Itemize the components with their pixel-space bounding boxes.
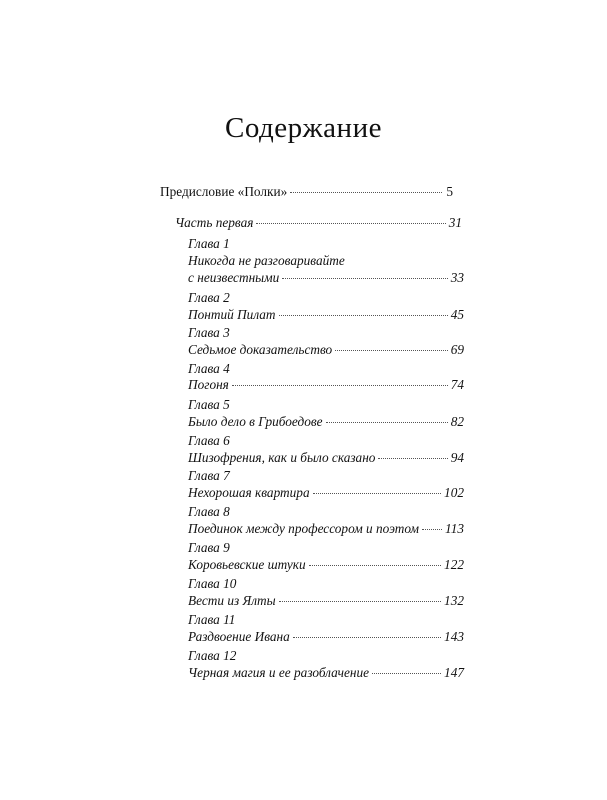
toc-page-number: 69 [450, 342, 464, 357]
toc-entry-label: с неизвестными [188, 270, 280, 285]
toc-entry-label: Седьмое доказательство [188, 342, 333, 357]
toc-entry-chapter-12[interactable] [188, 664, 464, 682]
dot-leader [279, 600, 441, 602]
page-title: Содержание [225, 112, 382, 144]
dot-leader [293, 636, 441, 638]
toc-chapter-heading: Глава 7 [188, 468, 230, 483]
toc-entry-chapter-6[interactable] [188, 449, 464, 467]
toc-chapter-heading: Глава 6 [188, 433, 230, 448]
toc-entry-chapter-9[interactable] [188, 556, 464, 574]
toc-page-number: 147 [444, 665, 464, 680]
toc-entry-chapter-2[interactable] [188, 306, 464, 324]
toc-chapter-heading: Глава 1 [188, 236, 230, 251]
toc-page-number: 122 [444, 557, 464, 572]
dot-leader [279, 314, 448, 316]
toc-page-number: 113 [445, 521, 464, 536]
toc-entry-chapter-10[interactable] [188, 592, 464, 610]
toc-entry-label: Шизофрения, как и было сказано [188, 450, 376, 465]
toc-entry-label: Поединок между профессором и поэтом [188, 521, 420, 536]
dot-leader [372, 672, 441, 674]
toc-chapter-heading: Глава 10 [188, 576, 237, 591]
toc-chapter-heading: Глава 11 [188, 612, 236, 627]
toc-entry-label: Вести из Ялты [188, 593, 276, 608]
toc-entry-chapter-7[interactable] [188, 484, 464, 502]
toc-entry-label: Раздвоение Ивана [188, 629, 290, 644]
toc-page-number: 132 [444, 593, 464, 608]
toc-entry-chapter-5[interactable] [188, 413, 464, 431]
toc-entry-label: Часть первая [175, 215, 254, 230]
toc-page-number: 45 [450, 307, 464, 322]
toc-page-number: 74 [450, 377, 464, 392]
toc-entry-label: Коровьевские штуки [188, 557, 306, 572]
toc-page-number: 31 [448, 215, 462, 230]
dot-leader [313, 492, 441, 494]
toc-page-number: 143 [444, 629, 464, 644]
dot-leader [290, 191, 442, 193]
dot-leader [232, 384, 448, 386]
dot-leader [422, 528, 442, 530]
toc-entry-chapter-8[interactable] [188, 520, 464, 538]
toc-chapter-heading: Глава 4 [188, 361, 230, 376]
toc-entry-label: Черная магия и ее разоблачение [188, 665, 370, 680]
dot-leader [256, 222, 445, 224]
toc-page-number: 82 [450, 414, 464, 429]
toc-entry-preface[interactable] [160, 183, 453, 201]
toc-entry-label: Нехорошая квартира [188, 485, 310, 500]
toc-entry-chapter-11[interactable] [188, 628, 464, 646]
dot-leader [326, 421, 448, 423]
toc-entry-chapter-3[interactable] [188, 341, 464, 359]
toc-page-number: 94 [450, 450, 464, 465]
toc-chapter-heading: Глава 2 [188, 290, 230, 305]
toc-page-number: 33 [450, 270, 464, 285]
toc-chapter-heading: Глава 5 [188, 397, 230, 412]
toc-page-number: 5 [446, 184, 453, 199]
toc-entry-part-one[interactable] [175, 214, 462, 232]
toc-entry-label: Погоня [188, 377, 229, 392]
toc-chapter-heading: Глава 9 [188, 540, 230, 555]
dot-leader [378, 457, 447, 459]
toc-page-number: 102 [444, 485, 464, 500]
toc-entry-label: Было дело в Грибоедове [188, 414, 323, 429]
toc-entry-label: Предисловие «Полки» [160, 184, 288, 199]
dot-leader [282, 277, 447, 279]
dot-leader [309, 564, 441, 566]
toc-entry-label: Понтий Пилат [188, 307, 276, 322]
dot-leader [335, 349, 448, 351]
toc-entry-chapter-1[interactable] [188, 269, 464, 287]
toc-chapter-heading: Глава 3 [188, 325, 230, 340]
toc-chapter-heading: Глава 8 [188, 504, 230, 519]
toc-entry-label: Никогда не разговаривайте [188, 253, 345, 268]
toc-chapter-heading: Глава 12 [188, 648, 237, 663]
toc-entry-chapter-4[interactable] [188, 376, 464, 394]
